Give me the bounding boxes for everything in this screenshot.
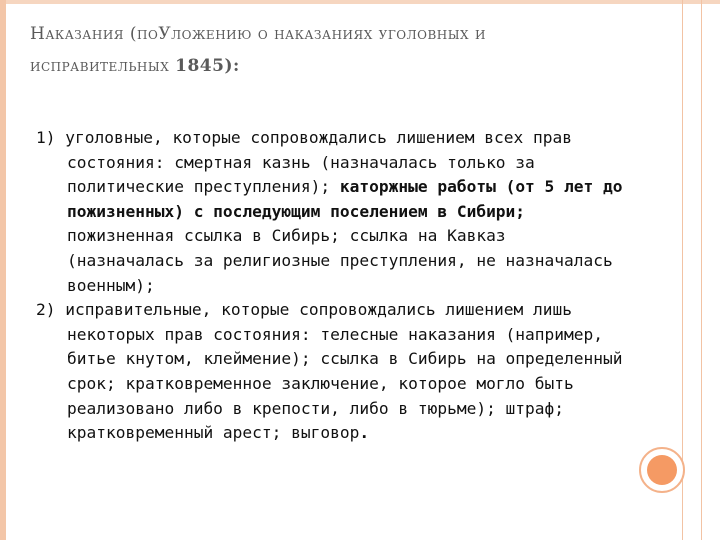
paragraph-2-end: . [359, 423, 370, 443]
slide-title-year: 1845): [175, 56, 240, 76]
top-border [0, 0, 720, 4]
right-border-stripe [682, 0, 702, 540]
decorative-circle-icon [639, 447, 685, 493]
paragraph-1-intro: 1) уголовные, которые сопровождались лишением всех прав состояния: смертная казнь (назначалась только за политические преступления); [36, 128, 573, 197]
paragraph-2-text: 2) исправительные, которые сопровождались лишением лишь некоторых прав состояния: телесные наказания (например, битье кнутом, клеймение); ссылка в Сибирь на определенный срок; кратковременное заключение, которое могло быть реализовано либо в крепости, либо в тюрьме); штраф; кратковременный арест; выговор [36, 300, 623, 443]
slide-body [36, 126, 626, 446]
slide-title-main: Наказания (поУложению о наказаниях уголовных и исправительных [30, 24, 486, 76]
paragraph-correctional-punishments [36, 298, 626, 446]
paragraph-criminal-punishments [36, 126, 626, 298]
slide-title [30, 18, 590, 82]
paragraph-1-rest: пожизненная ссылка в Сибирь; ссылка на Кавказ (назначалась за религиозные преступления, не назначалась военным); [67, 226, 613, 295]
decorative-circle-fill [647, 455, 677, 485]
paragraph-1-highlight: каторжные работы (от 5 лет до пожизненных) с последующим поселением в Сибири; [67, 177, 623, 221]
left-border [0, 0, 6, 540]
